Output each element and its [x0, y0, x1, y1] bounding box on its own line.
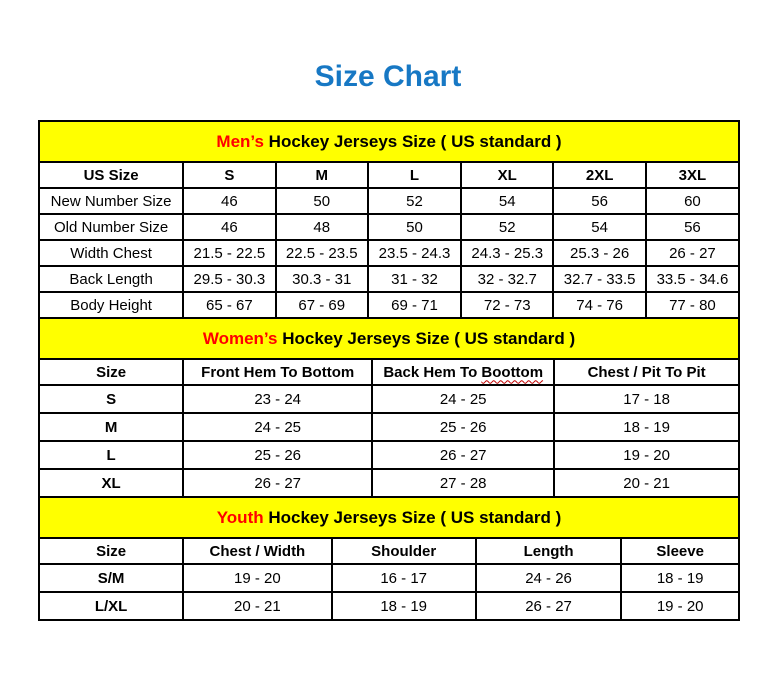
size-value: 23 - 24 [183, 385, 372, 413]
size-value: 24 - 25 [183, 413, 372, 441]
size-value: 20 - 21 [183, 592, 331, 620]
mens-table-row [39, 214, 739, 240]
mens-column-header: 3XL [646, 162, 739, 188]
row-label: Width Chest [39, 240, 183, 266]
size-value: 56 [553, 188, 645, 214]
youth-column-header: Length [476, 538, 622, 564]
size-value: 18 - 19 [621, 564, 739, 592]
size-value: 33.5 - 34.6 [646, 266, 739, 292]
row-label: S/M [39, 564, 183, 592]
size-value: 25 - 26 [372, 413, 554, 441]
womens-table-row [39, 441, 739, 469]
youth-table-row [39, 564, 739, 592]
size-value: 65 - 67 [183, 292, 275, 318]
mens-table-row [39, 188, 739, 214]
mens-table-row [39, 266, 739, 292]
size-value: 26 - 27 [372, 441, 554, 469]
mens-column-header: S [183, 162, 275, 188]
size-value: 74 - 76 [553, 292, 645, 318]
size-value: 56 [646, 214, 739, 240]
mens-banner-highlight: Men’s [216, 131, 264, 151]
size-value: 26 - 27 [183, 469, 372, 497]
row-label: S [39, 385, 183, 413]
size-value: 21.5 - 22.5 [183, 240, 275, 266]
size-value: 50 [368, 214, 461, 240]
row-label: Old Number Size [39, 214, 183, 240]
size-value: 25 - 26 [183, 441, 372, 469]
mens-table-row [39, 240, 739, 266]
womens-section-banner: Women’s Hockey Jerseys Size ( US standard ) [39, 318, 739, 359]
mens-column-header: 2XL [553, 162, 645, 188]
size-value: 26 - 27 [476, 592, 622, 620]
mens-column-header: US Size [39, 162, 183, 188]
size-value: 67 - 69 [276, 292, 368, 318]
size-value: 24.3 - 25.3 [461, 240, 553, 266]
size-value: 26 - 27 [646, 240, 739, 266]
mens-size-table [38, 120, 740, 319]
size-value: 32 - 32.7 [461, 266, 553, 292]
youth-section-banner: Youth Hockey Jerseys Size ( US standard ) [39, 497, 739, 538]
mens-table-row [39, 292, 739, 318]
size-value: 46 [183, 188, 275, 214]
womens-table-row [39, 413, 739, 441]
youth-column-header: Chest / Width [183, 538, 331, 564]
womens-table-row [39, 385, 739, 413]
size-value: 52 [461, 214, 553, 240]
row-label: XL [39, 469, 183, 497]
size-value: 46 [183, 214, 275, 240]
youth-column-header: Shoulder [332, 538, 476, 564]
womens-column-header: Chest / Pit To Pit [554, 359, 739, 385]
size-chart-tables [38, 120, 740, 621]
size-value: 54 [553, 214, 645, 240]
youth-column-header: Sleeve [621, 538, 739, 564]
misspelled-word: Boottom [481, 363, 544, 381]
row-label: L [39, 441, 183, 469]
youth-size-table [38, 496, 740, 621]
row-label: M [39, 413, 183, 441]
size-value: 19 - 20 [621, 592, 739, 620]
size-value: 20 - 21 [554, 469, 739, 497]
womens-table-row [39, 469, 739, 497]
row-label: L/XL [39, 592, 183, 620]
size-value: 16 - 17 [332, 564, 476, 592]
size-value: 52 [368, 188, 461, 214]
size-value: 50 [276, 188, 368, 214]
mens-column-header: XL [461, 162, 553, 188]
size-value: 72 - 73 [461, 292, 553, 318]
womens-size-table [38, 317, 740, 498]
size-value: 31 - 32 [368, 266, 461, 292]
mens-section-banner: Men’s Hockey Jerseys Size ( US standard ) [39, 121, 739, 162]
size-value: 27 - 28 [372, 469, 554, 497]
size-value: 23.5 - 24.3 [368, 240, 461, 266]
size-value: 18 - 19 [554, 413, 739, 441]
size-value: 19 - 20 [183, 564, 331, 592]
size-value: 69 - 71 [368, 292, 461, 318]
size-value: 17 - 18 [554, 385, 739, 413]
youth-banner-highlight: Youth [216, 507, 264, 527]
row-label: New Number Size [39, 188, 183, 214]
size-value: 22.5 - 23.5 [276, 240, 368, 266]
size-value: 60 [646, 188, 739, 214]
womens-column-header: Size [39, 359, 183, 385]
womens-banner-highlight: Women’s [202, 328, 278, 348]
row-label: Back Length [39, 266, 183, 292]
size-value: 25.3 - 26 [553, 240, 645, 266]
size-value: 30.3 - 31 [276, 266, 368, 292]
womens-column-header: Front Hem To Bottom [183, 359, 372, 385]
size-value: 54 [461, 188, 553, 214]
mens-column-header: M [276, 162, 368, 188]
row-label: Body Height [39, 292, 183, 318]
size-value: 24 - 25 [372, 385, 554, 413]
womens-column-header: Back Hem To Boottom [372, 359, 554, 385]
size-value: 24 - 26 [476, 564, 622, 592]
size-value: 18 - 19 [332, 592, 476, 620]
mens-column-header: L [368, 162, 461, 188]
size-value: 19 - 20 [554, 441, 739, 469]
size-value: 32.7 - 33.5 [553, 266, 645, 292]
size-value: 77 - 80 [646, 292, 739, 318]
page-title: Size Chart [314, 60, 462, 93]
size-value: 29.5 - 30.3 [183, 266, 275, 292]
youth-table-row [39, 592, 739, 620]
size-value: 48 [276, 214, 368, 240]
youth-column-header: Size [39, 538, 183, 564]
